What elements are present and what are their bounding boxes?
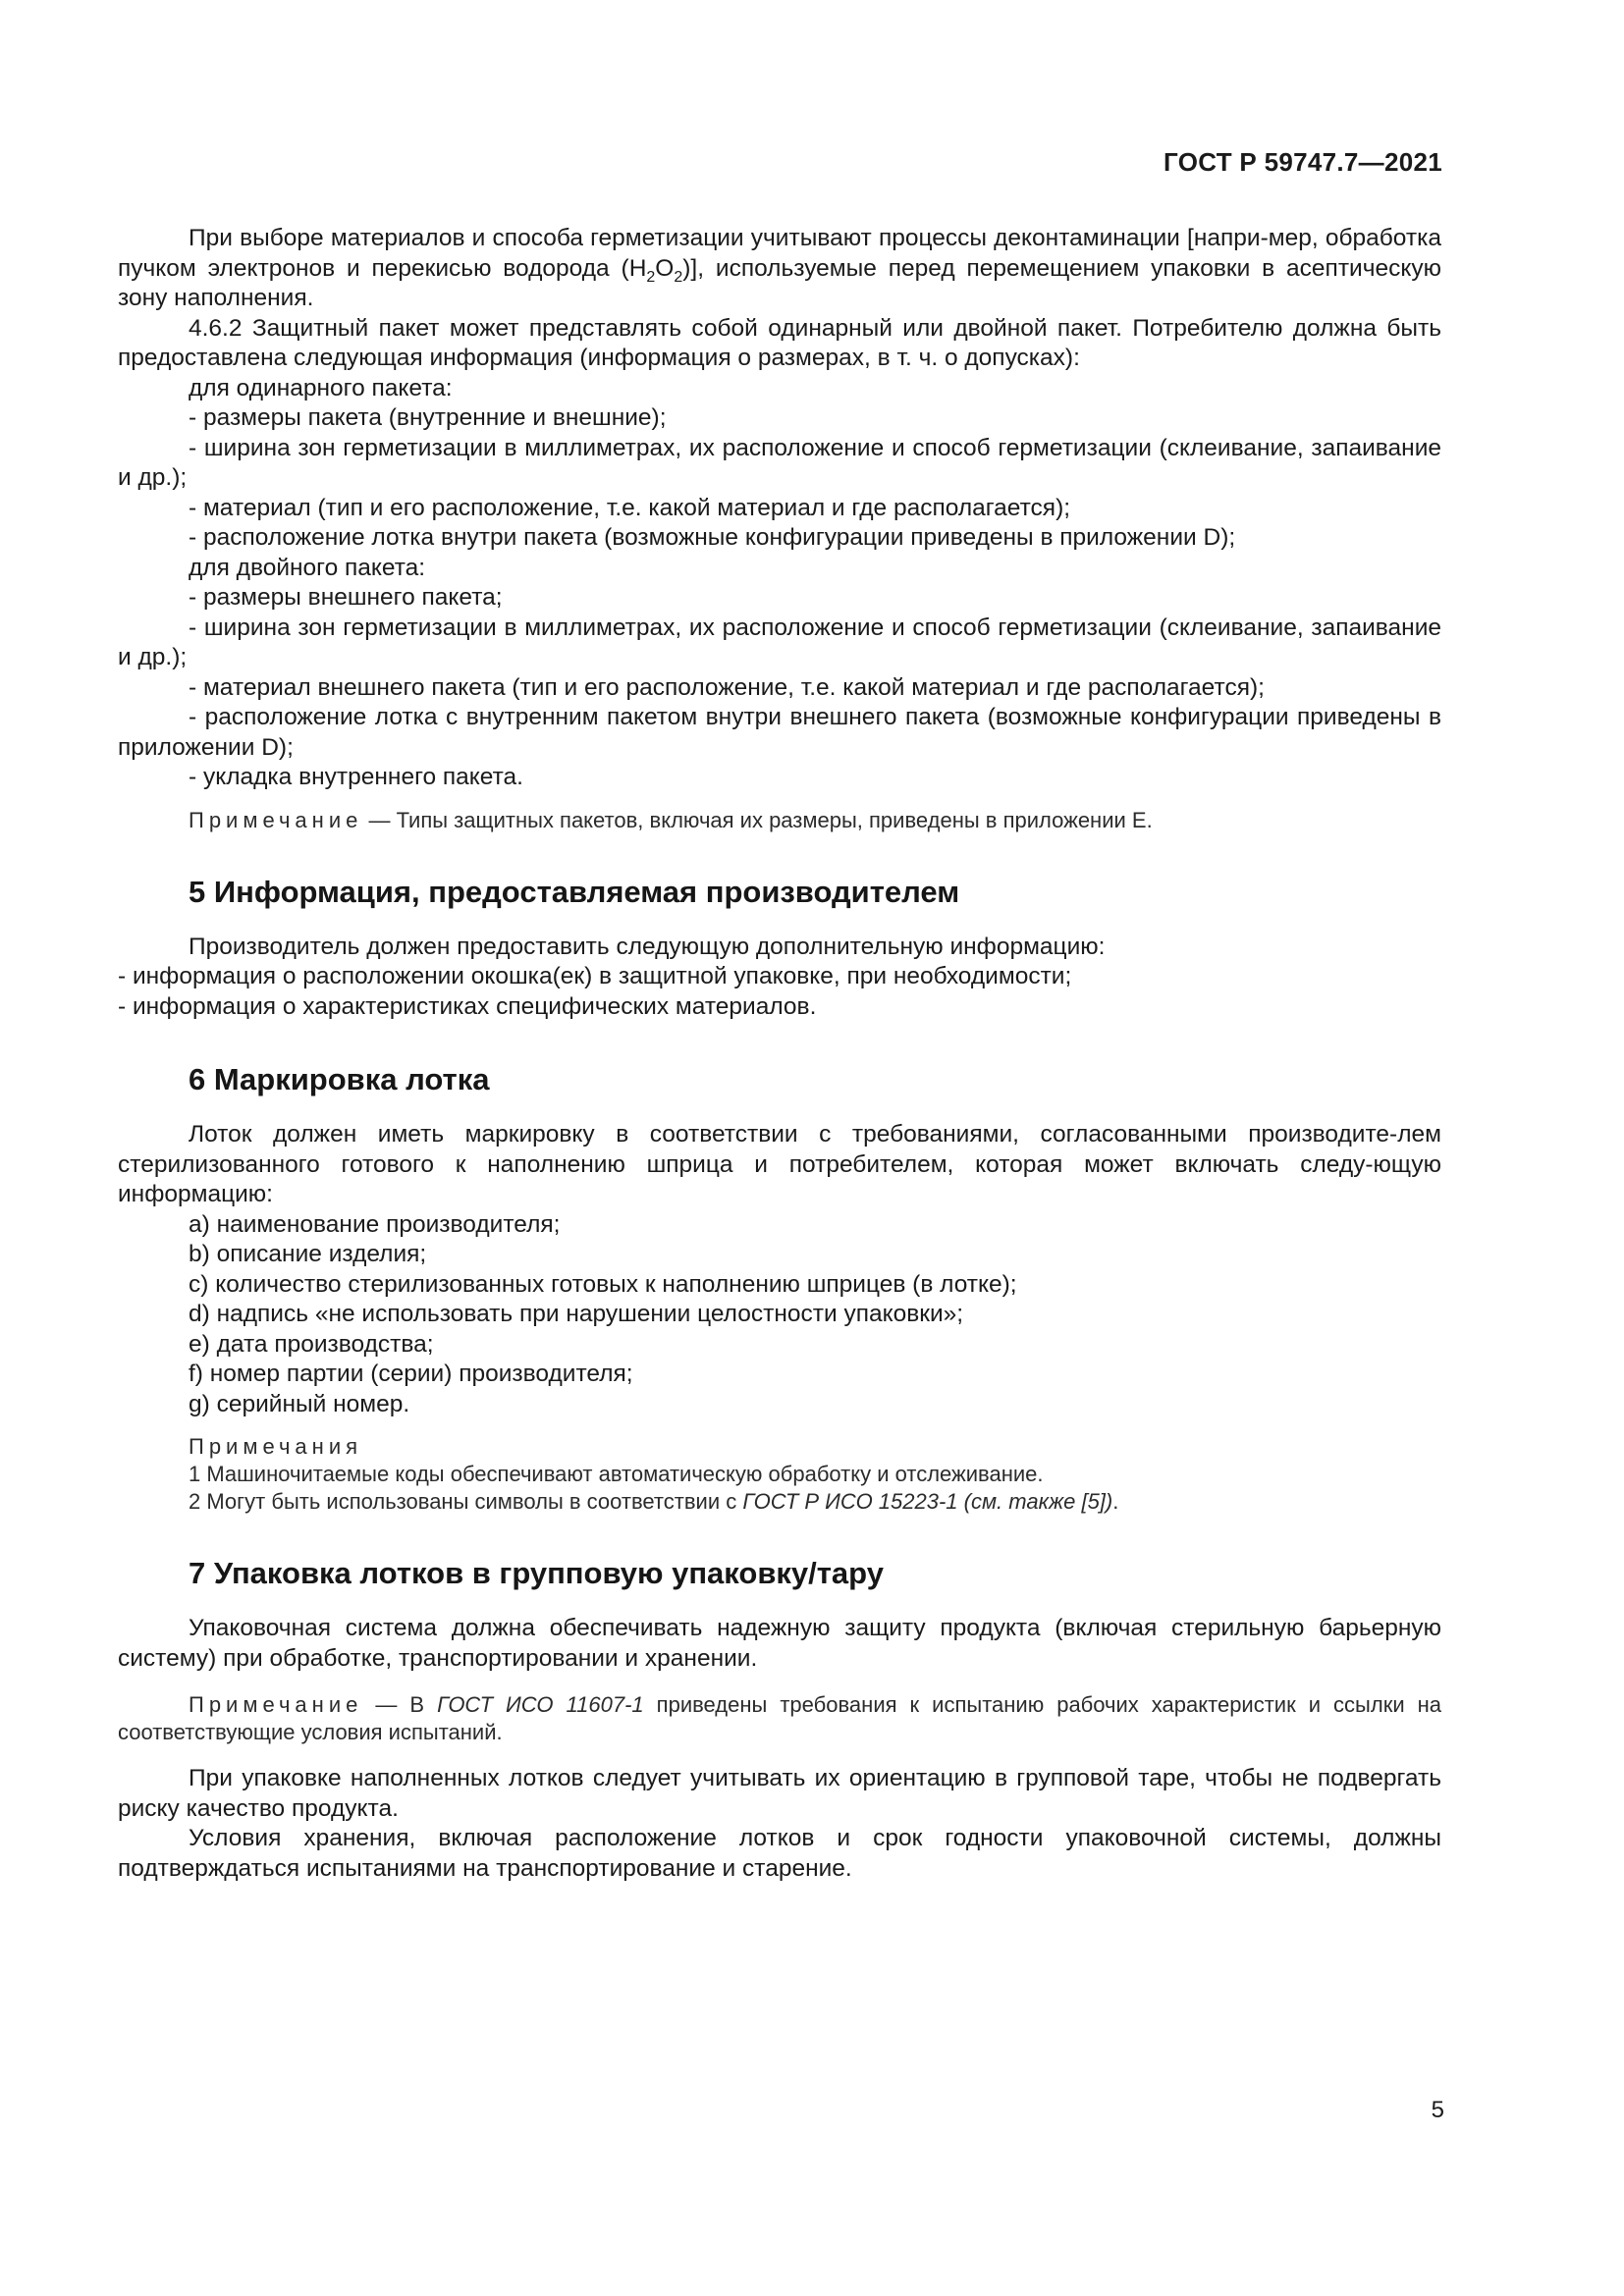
double-package-label: для двойного пакета: bbox=[189, 554, 426, 581]
notes-label: Примечания bbox=[189, 1434, 363, 1459]
note-2 bbox=[118, 1488, 1441, 1516]
standard-reference: ГОСТ ИСО 11607-1 bbox=[437, 1692, 644, 1717]
list-item: - материал (тип и его расположение, т.е. какой материал и где располагается); bbox=[189, 494, 1071, 521]
list-item: g) серийный номер. bbox=[189, 1390, 410, 1417]
standard-reference: ГОСТ Р ИСО 15223-1 (см. также [5]) bbox=[742, 1489, 1113, 1514]
text-run: . bbox=[1112, 1489, 1119, 1514]
list-item: c) количество стерилизованных готовых к наполнению шприцев (в лотке); bbox=[189, 1270, 1017, 1298]
section-5-paragraph: Производитель должен предоставить следующую дополнительную информацию: bbox=[189, 933, 1106, 960]
subscript: 2 bbox=[674, 268, 683, 286]
list-item: - материал внешнего пакета (тип и его расположение, т.е. какой материал и где располагается); bbox=[189, 673, 1265, 701]
page-content bbox=[118, 224, 1441, 1884]
text-run: — В bbox=[362, 1692, 438, 1717]
list-item: d) надпись «не использовать при нарушении целостности упаковки»; bbox=[189, 1301, 964, 1327]
list-item: - размеры пакета (внутренние и внешние); bbox=[189, 404, 667, 431]
text-run: O bbox=[655, 254, 675, 282]
text-run: приведены требования к испытанию рабочих характеристик и ссылки на соответствующие условия испытаний. bbox=[118, 1692, 1442, 1744]
section-5-heading: 5 Информация, предоставляемая производителем bbox=[189, 874, 960, 909]
list-item: - информация о расположении окошка(ек) в защитной упаковке, при необходимости; bbox=[118, 963, 1072, 989]
note-label: Примечание bbox=[189, 1692, 363, 1717]
page-number: 5 bbox=[1431, 2097, 1444, 2123]
list-item: e) дата производства; bbox=[189, 1330, 434, 1358]
list-item: a) наименование производителя; bbox=[189, 1210, 561, 1238]
section-7-heading: 7 Упаковка лотков в групповую упаковку/тару bbox=[189, 1556, 884, 1590]
clause-4-6-2: 4.6.2 Защитный пакет может представлять собой одинарный или двойной пакет. Потребителю должна быть предоставлена следующая информация (информация о размерах, в т. ч. о допусках): bbox=[118, 314, 1441, 371]
note-text: — Типы защитных пакетов, включая их размеры, приведены в приложении E. bbox=[362, 807, 1153, 832]
text-run: При выборе материалов и способа герметизации учитывают процессы деконтаминации [напри-мер, обработка пучком электронов и перекисью водорода (H bbox=[118, 225, 1441, 282]
document-code: ГОСТ Р 59747.7—2021 bbox=[1164, 147, 1442, 177]
list-item: - размеры внешнего пакета; bbox=[189, 584, 503, 611]
list-item: - расположение лотка внутри пакета (возможные конфигурации приведены в приложении D); bbox=[189, 524, 1236, 551]
section-6-paragraph: Лоток должен иметь маркировку в соответствии с требованиями, согласованными производите-лем стерилизованного готового к наполнению шприца и потребителем, которая может включать следу-ющую информацию: bbox=[118, 1121, 1441, 1207]
list-item: - ширина зон герметизации в миллиметрах, их расположение и способ герметизации (склеивание, запаивание и др.); bbox=[118, 434, 1441, 491]
note-label: Примечание bbox=[189, 807, 363, 832]
list-item: - укладка внутреннего пакета. bbox=[189, 764, 523, 790]
list-item: - ширина зон герметизации в миллиметрах, их расположение и способ герметизации (склеивание, запаивание и др.); bbox=[118, 614, 1441, 670]
intro-paragraph-1 bbox=[118, 224, 1441, 314]
text-run: )], используемые перед перемещением упаковки в асептическую зону наполнения. bbox=[118, 254, 1441, 311]
list-item: - расположение лотка с внутренним пакетом внутри внешнего пакета (возможные конфигурации приведены в приложении D); bbox=[118, 704, 1441, 761]
section-7-paragraph-2: При упаковке наполненных лотков следует учитывать их ориентацию в групповой таре, чтобы не подвергать риску качество продукта. bbox=[118, 1765, 1441, 1822]
list-item: - информация о характеристиках специфических материалов. bbox=[118, 992, 817, 1020]
list-item: b) описание изделия; bbox=[189, 1241, 427, 1267]
list-item: f) номер партии (серии) производителя; bbox=[189, 1361, 633, 1387]
section-7-paragraph-1: Упаковочная система должна обеспечивать надежную защиту продукта (включая стерильную барьерную систему) при обработке, транспортировании и хранении. bbox=[118, 1615, 1441, 1672]
note-1: 1 Машиночитаемые коды обеспечивают автоматическую обработку и отслеживание. bbox=[189, 1462, 1044, 1486]
section-6-heading: 6 Маркировка лотка bbox=[189, 1062, 490, 1096]
note-section-7 bbox=[118, 1691, 1441, 1746]
single-package-label: для одинарного пакета: bbox=[189, 374, 453, 401]
section-7-paragraph-3: Условия хранения, включая расположение лотков и срок годности упаковочной системы, должны подтверждаться испытаниями на транспортирование и старение. bbox=[118, 1825, 1441, 1882]
text-run: 2 Могут быть использованы символы в соответствии с bbox=[189, 1489, 743, 1514]
subscript: 2 bbox=[646, 268, 656, 286]
note-packages bbox=[118, 807, 1441, 834]
